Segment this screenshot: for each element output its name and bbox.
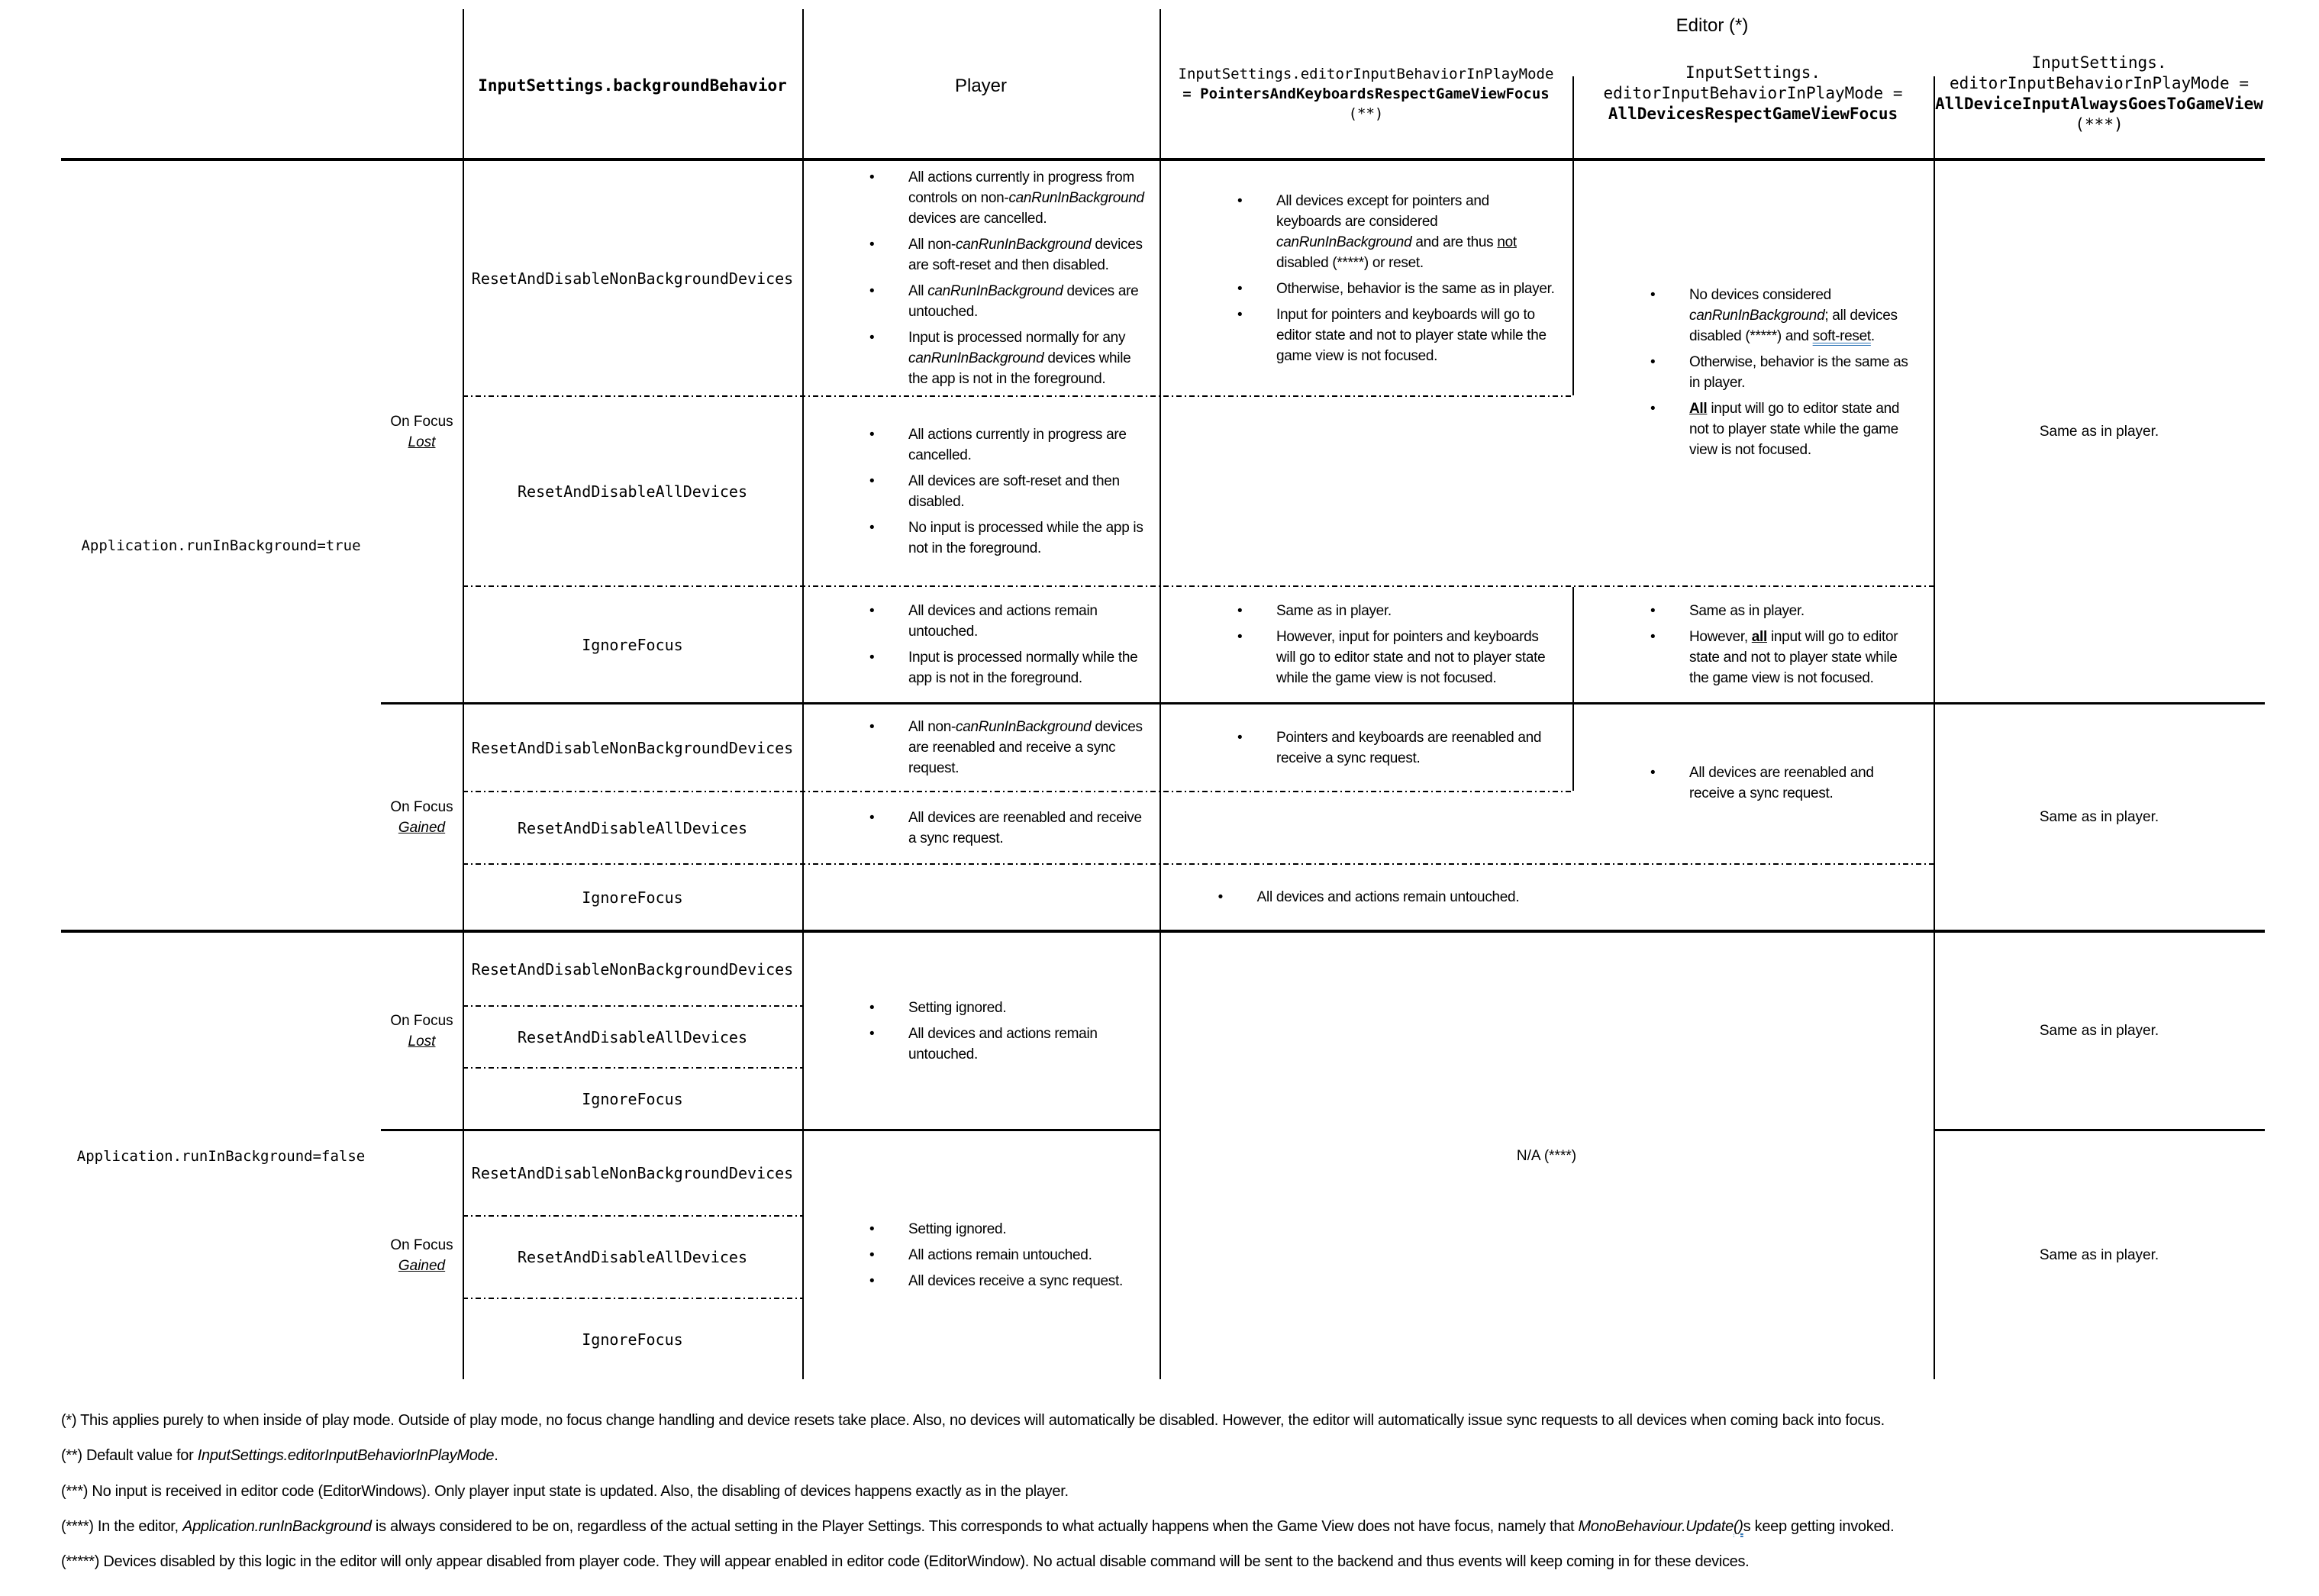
behavior-label: ResetAndDisableNonBackgroundDevices	[471, 959, 794, 979]
behavior-label: IgnoreFocus	[582, 635, 683, 654]
bullet-item: • All devices and actions remain untouched.	[868, 1024, 1147, 1065]
bullet-item: • Setting ignored.	[868, 998, 1147, 1018]
header-allinput-line2: editorInputBehaviorInPlayMode =	[1950, 73, 2249, 92]
cell-true-gained-allinput	[1934, 704, 2265, 930]
footnote-4: (****) In the editor, Application.runInBackground is always considered to be on, regardless of the actual setting in the Player Settings. This corresponds to what actually happens when the Game View does not have focus, namely that MonoBehaviour.Update()s keep getting invoked.	[61, 1518, 1895, 1535]
behavior-label: ResetAndDisableNonBackgroundDevices	[471, 1164, 794, 1182]
on-focus-label: On Focus	[390, 798, 453, 815]
footnote-3: (***) No input is received in editor code (EditorWindows). Only player input state is updated. Also, the disabling of devices happens exactly as in the player.	[61, 1483, 1069, 1500]
bullet-item: • All actions currently in progress are cancelled.	[868, 424, 1147, 466]
header-editor-label: Editor (*)	[1676, 15, 1749, 36]
header-background-behavior-label: InputSettings.backgroundBehavior	[478, 76, 787, 95]
focus-lost-label: Lost	[408, 1033, 436, 1049]
on-focus-label: On Focus	[390, 413, 453, 430]
header-allinput-line3: AllDeviceInputAlwaysGoesToGameView	[1935, 94, 2263, 113]
cell-true-lost-alldevices	[1572, 161, 1934, 584]
behavior-label: ResetAndDisableAllDevices	[517, 482, 748, 501]
cell-true-gained-resetnonbg-pointers	[1160, 704, 1572, 791]
cell-true-gained-ignore-merged	[802, 865, 1934, 930]
header-player-label: Player	[954, 75, 1008, 96]
header-player	[802, 15, 1160, 156]
footnote-1: (*) This applies purely to when inside of play mode. Outside of play mode, no focus change handling and device resets take place. Also, no devices will automatically be disabled. However, the editor will automatically issue sync requests to all devices when coming back into focus.	[61, 1412, 1885, 1429]
focus-gained-label: Gained	[398, 1257, 446, 1274]
cell-true-on-focus-gained	[381, 704, 463, 930]
header-pointers-line1: InputSettings.editorInputBehaviorInPlayMode	[1178, 65, 1554, 82]
cell-false-lost-allinput	[1934, 933, 2265, 1129]
bullet-item: • All devices except for pointers and keyboards are considered canRunInBackground and are thus not disabled (*****) or reset.	[1236, 191, 1557, 273]
bullet-item: • Input is processed normally for any canRunInBackground devices while the app is not in the foreground.	[868, 327, 1147, 389]
bullet-item: • All actions currently in progress from controls on non-canRunInBackground devices are cancelled.	[868, 167, 1147, 229]
behavior-label: ResetAndDisableNonBackgroundDevices	[471, 269, 794, 288]
cell-behavior-r3	[463, 587, 802, 702]
bullet-item: • No input is processed while the app is not in the foreground.	[868, 517, 1147, 559]
header-alldevices-mode	[1572, 42, 1934, 145]
cell-behavior-r6	[463, 865, 802, 930]
header-allinput-line4: (***)	[2075, 114, 2124, 134]
same-as-player-label: Same as in player.	[2039, 808, 2159, 825]
cell-true-gained-resetall-player	[802, 792, 1160, 863]
cell-true-gained-resetnonbg-player	[802, 704, 1160, 791]
focus-gained-label: Gained	[398, 819, 446, 836]
header-alldevices-line1: InputSettings.	[1685, 63, 1821, 82]
cell-behavior-r2	[463, 397, 802, 585]
header-alldevices-line3: AllDevicesRespectGameViewFocus	[1608, 105, 1898, 123]
cell-false-lost-player	[802, 933, 1160, 1129]
bullet-item: • However, all input will go to editor state and not to player state while the game view is not focused.	[1649, 627, 1920, 688]
bullet-item: • All devices are reenabled and receive a sync request.	[1649, 763, 1920, 804]
header-background-behavior	[463, 15, 802, 156]
cell-run-in-background-false	[61, 933, 381, 1379]
bullet-item: • Input is processed normally while the app is not in the foreground.	[868, 647, 1147, 688]
bullet-item: • All devices and actions remain untouched.	[868, 601, 1147, 642]
bullet-item: • Same as in player.	[1236, 601, 1557, 621]
cell-true-lost-allinput	[1934, 161, 2265, 702]
cell-behavior-r10	[463, 1131, 802, 1215]
bullet-item: • All input will go to editor state and not to player state while the game view is not focused.	[1649, 398, 1920, 460]
bullet-item: • All devices and actions remain untouched.	[1217, 887, 1520, 908]
bullet-item: • Pointers and keyboards are reenabled and receive a sync request.	[1236, 727, 1557, 769]
bullet-item: • Setting ignored.	[868, 1219, 1147, 1240]
bullet-item: • Same as in player.	[1649, 601, 1920, 621]
cell-true-lost-ignore-alldevices	[1572, 587, 1934, 702]
header-allinput-line1: InputSettings.	[2031, 53, 2167, 72]
cell-run-in-background-true	[61, 161, 381, 930]
cell-false-gained-allinput	[1934, 1131, 2265, 1379]
same-as-player-label: Same as in player.	[2039, 1022, 2159, 1039]
header-pointers-line3: (**)	[1348, 105, 1384, 122]
cell-true-lost-ignore-pointers	[1160, 587, 1572, 702]
same-as-player-label: Same as in player.	[2039, 1246, 2159, 1263]
bullet-item: • No devices considered canRunInBackground; all devices disabled (*****) and soft-reset.	[1649, 285, 1920, 347]
cell-true-lost-resetnonbg-pointers	[1160, 161, 1572, 395]
header-pointers-line2: = PointersAndKeyboardsRespectGameViewFocus	[1182, 85, 1550, 102]
bullet-item: • Otherwise, behavior is the same as in player.	[1236, 279, 1557, 299]
on-focus-label: On Focus	[390, 1236, 453, 1253]
bullet-item: • All devices are reenabled and receive a sync request.	[868, 808, 1147, 849]
header-allinput-mode	[1934, 34, 2265, 153]
cell-false-on-focus-lost	[381, 933, 463, 1129]
on-focus-label: On Focus	[390, 1012, 453, 1029]
run-false-label: Application.runInBackground=false	[76, 1147, 366, 1165]
behavior-label: IgnoreFocus	[582, 888, 683, 907]
cell-true-lost-resetnonbg-player	[802, 161, 1160, 395]
cell-behavior-r9	[463, 1069, 802, 1129]
bullet-item: • All devices are soft-reset and then disabled.	[868, 471, 1147, 512]
behavior-label: IgnoreFocus	[582, 1089, 683, 1108]
same-as-player-label: Same as in player.	[2039, 423, 2159, 440]
run-true-label: Application.runInBackground=true	[81, 537, 361, 554]
cell-behavior-r7	[463, 933, 802, 1005]
focus-lost-label: Lost	[408, 434, 436, 450]
soft-reset-link[interactable]: soft-reset	[1812, 328, 1871, 344]
bullet-item: • Otherwise, behavior is the same as in player.	[1649, 352, 1920, 393]
cell-true-lost-ignore-player	[802, 587, 1160, 702]
bullet-item: • All non-canRunInBackground devices are reenabled and receive a sync request.	[868, 717, 1147, 779]
cell-behavior-r5	[463, 792, 802, 863]
behavior-label: ResetAndDisableAllDevices	[517, 1027, 748, 1046]
footnote-5: (*****) Devices disabled by this logic in the editor will only appear disabled from player code. They will appear enabled in editor code (EditorWindow). No actual disable command will be sent to the backend and thus events will keep coming in for these devices.	[61, 1553, 1750, 1570]
cell-behavior-r4	[463, 704, 802, 791]
update-link[interactable]: ()	[1733, 1518, 1743, 1535]
behavior-label: ResetAndDisableAllDevices	[517, 1248, 748, 1266]
header-alldevices-line2: editorInputBehaviorInPlayMode =	[1603, 84, 1903, 102]
na-label: N/A (****)	[1516, 1147, 1577, 1164]
behavior-label: IgnoreFocus	[582, 1330, 683, 1349]
bullet-item: • All canRunInBackground devices are untouched.	[868, 281, 1147, 322]
cell-true-gained-alldevices	[1572, 704, 1934, 862]
cell-true-on-focus-lost	[381, 161, 463, 702]
behavior-label: ResetAndDisableAllDevices	[517, 818, 748, 837]
cell-false-na	[1160, 933, 1934, 1379]
cell-false-on-focus-gained	[381, 1131, 463, 1379]
footnote-2: (**) Default value for InputSettings.editorInputBehaviorInPlayMode.	[61, 1447, 498, 1464]
cell-behavior-r8	[463, 1007, 802, 1067]
bullet-item: • All non-canRunInBackground devices are soft-reset and then disabled.	[868, 234, 1147, 276]
cell-behavior-r1	[463, 161, 802, 395]
cell-false-gained-player	[802, 1131, 1160, 1379]
cell-true-lost-resetall-player	[802, 397, 1160, 585]
cell-behavior-r12	[463, 1299, 802, 1379]
behavior-label: ResetAndDisableNonBackgroundDevices	[471, 738, 794, 757]
bullet-item: • All actions remain untouched.	[868, 1245, 1147, 1266]
header-pointers-keyboards-mode	[1160, 42, 1572, 145]
bullet-item: • All devices receive a sync request.	[868, 1271, 1147, 1291]
bullet-item: • However, input for pointers and keyboards will go to editor state and not to player state while the game view is not focused.	[1236, 627, 1557, 688]
bullet-item: • Input for pointers and keyboards will go to editor state and not to player state while the game view is not focused.	[1236, 305, 1557, 366]
cell-behavior-r11	[463, 1217, 802, 1298]
